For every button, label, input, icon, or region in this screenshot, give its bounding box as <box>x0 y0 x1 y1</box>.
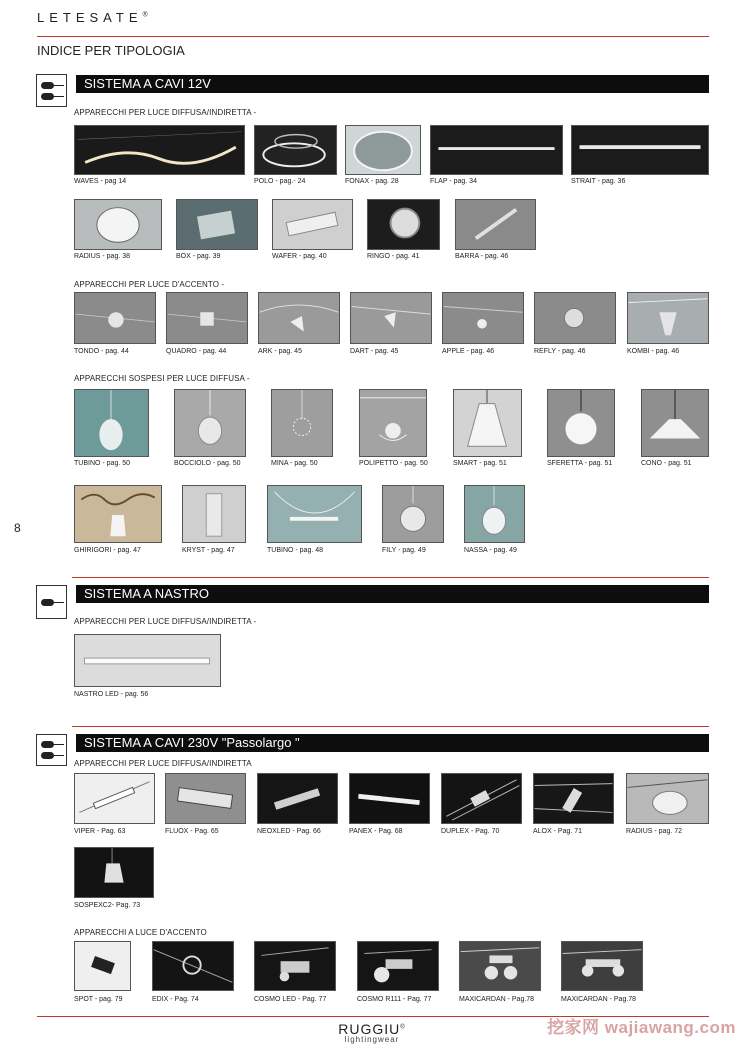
product-image-smart[interactable] <box>453 389 522 457</box>
footer-logo-name: RUGGIU <box>338 1021 401 1037</box>
section-title-nastro: SISTEMA A NASTRO <box>76 585 709 603</box>
product-label-tondo: TONDO - pag. 44 <box>74 348 129 355</box>
product-image-box[interactable] <box>176 199 258 250</box>
product-image-tubino-sospeso[interactable] <box>267 485 362 543</box>
product-label-tubino-sospeso: TUBINO - pag. 48 <box>267 547 324 554</box>
product-image-dart[interactable] <box>350 292 432 344</box>
product-label-ringo: RINGO - pag. 41 <box>367 253 420 260</box>
product-image-waves[interactable] <box>74 125 245 175</box>
product-label-barra: BARRA - pag. 46 <box>455 253 509 260</box>
product-label-fonax: FONAX - pag. 28 <box>345 178 399 185</box>
product-image-wafer[interactable] <box>272 199 353 250</box>
product-image-ghirigori[interactable] <box>74 485 162 543</box>
product-label-duplex: DUPLEX - Pag. 70 <box>441 828 500 835</box>
product-image-barra[interactable] <box>455 199 536 250</box>
product-image-edix[interactable] <box>152 941 234 991</box>
product-image-cosmo-led[interactable] <box>254 941 336 991</box>
product-label-cosmo-r111: COSMO R111 - Pag. 77 <box>357 996 432 1003</box>
product-image-neoxled[interactable] <box>257 773 338 824</box>
product-image-ark[interactable] <box>258 292 340 344</box>
product-label-nastro-led: NASTRO LED - pag. 56 <box>74 691 149 698</box>
product-image-duplex[interactable] <box>441 773 522 824</box>
product-image-radius-230v[interactable] <box>626 773 709 824</box>
product-label-flap: FLAP - pag. 34 <box>430 178 477 185</box>
subheading-nastro-diffusa: APPARECCHI PER LUCE DIFFUSA/INDIRETTA - <box>74 617 257 626</box>
product-image-cono[interactable] <box>641 389 709 457</box>
product-label-dart: DART - pag. 45 <box>350 348 399 355</box>
product-image-alox[interactable] <box>533 773 614 824</box>
brand-logo: LETESATE® <box>37 10 148 25</box>
product-image-panex[interactable] <box>349 773 430 824</box>
section-title-cavi-230v: SISTEMA A CAVI 230V "Passolargo " <box>76 734 709 752</box>
product-image-tubino[interactable] <box>74 389 149 457</box>
product-label-bocciolo: BOCCIOLO - pag. 50 <box>174 460 241 467</box>
product-image-fluox[interactable] <box>165 773 246 824</box>
product-label-refly: REFLY - pag. 46 <box>534 348 586 355</box>
product-label-neoxled: NEOXLED - Pag. 66 <box>257 828 321 835</box>
section-divider-230v <box>72 726 709 727</box>
product-label-tubino: TUBINO - pag. 50 <box>74 460 131 467</box>
product-image-mina[interactable] <box>271 389 333 457</box>
product-label-panex: PANEX - Pag. 68 <box>349 828 403 835</box>
subheading-sospesi: APPARECCHI SOSPESI PER LUCE DIFFUSA - <box>74 374 250 383</box>
header-divider <box>37 36 709 37</box>
product-image-viper[interactable] <box>74 773 155 824</box>
product-label-radius: RADIUS - pag. 38 <box>74 253 131 260</box>
product-label-radius-230v: RADIUS - pag. 72 <box>626 828 683 835</box>
product-label-maxicardan-2: MAXICARDAN - Pag.78 <box>561 996 637 1003</box>
product-label-cono: CONO - pag. 51 <box>641 460 692 467</box>
subheading-230v-diffusa: APPARECCHI PER LUCE DIFFUSA/INDIRETTA <box>74 759 252 768</box>
dual-plug-icon-230v <box>36 734 67 766</box>
product-image-ringo[interactable] <box>367 199 440 250</box>
subheading-accento: APPARECCHI PER LUCE D'ACCENTO - <box>74 280 225 289</box>
product-image-maxicardan-2[interactable] <box>561 941 643 991</box>
product-image-sferetta[interactable] <box>547 389 615 457</box>
product-label-viper: VIPER - Pag. 63 <box>74 828 126 835</box>
single-plug-icon <box>36 585 67 619</box>
product-image-maxicardan-1[interactable] <box>459 941 541 991</box>
footer-logo: RUGGIU® lightingwear <box>0 1021 744 1044</box>
product-image-fily[interactable] <box>382 485 444 543</box>
product-image-cosmo-r111[interactable] <box>357 941 439 991</box>
subheading-230v-accento: APPARECCHI A LUCE D'ACCENTO <box>74 928 207 937</box>
product-label-maxicardan-1: MAXICARDAN - Pag.78 <box>459 996 535 1003</box>
section-title-cavi-12v: SISTEMA A CAVI 12V <box>76 75 709 93</box>
subheading-diffusa-indiretta: APPARECCHI PER LUCE DIFFUSA/INDIRETTA - <box>74 108 257 117</box>
section-divider-nastro <box>72 577 709 578</box>
product-image-flap[interactable] <box>430 125 563 175</box>
product-label-fily: FILY - pag. 49 <box>382 547 426 554</box>
product-image-spot[interactable] <box>74 941 131 991</box>
product-image-apple[interactable] <box>442 292 524 344</box>
product-label-edix: EDIX - Pag. 74 <box>152 996 199 1003</box>
product-image-polo[interactable] <box>254 125 337 175</box>
product-label-polo: POLO - pag.- 24 <box>254 178 306 185</box>
product-label-strait: STRAIT - pag. 36 <box>571 178 626 185</box>
product-image-quadro[interactable] <box>166 292 248 344</box>
product-image-radius[interactable] <box>74 199 162 250</box>
product-image-tondo[interactable] <box>74 292 156 344</box>
product-label-sospexc2: SOSPEXC2- Pag. 73 <box>74 902 141 909</box>
product-image-strait[interactable] <box>571 125 709 175</box>
product-image-kryst[interactable] <box>182 485 246 543</box>
product-image-fonax[interactable] <box>345 125 421 175</box>
product-image-nastro-led[interactable] <box>74 634 221 687</box>
product-label-fluox: FLUOX - Pag. 65 <box>165 828 219 835</box>
product-label-mina: MINA - pag. 50 <box>271 460 318 467</box>
product-image-bocciolo[interactable] <box>174 389 246 457</box>
footer-tagline: lightingwear <box>344 1035 400 1044</box>
watermark: 挖家网 wajiawang.com <box>547 1018 736 1037</box>
product-label-alox: ALOX - Pag. 71 <box>533 828 583 835</box>
page-title: INDICE PER TIPOLOGIA <box>37 43 185 58</box>
product-label-nassa: NASSA - pag. 49 <box>464 547 517 554</box>
product-image-nassa[interactable] <box>464 485 525 543</box>
product-image-sospexc2[interactable] <box>74 847 154 898</box>
product-label-smart: SMART - pag. 51 <box>453 460 507 467</box>
product-label-sferetta: SFERETTA - pag. 51 <box>547 460 613 467</box>
product-label-quadro: QUADRO - pag. 44 <box>166 348 227 355</box>
product-label-kombi: KOMBI - pag. 46 <box>627 348 680 355</box>
product-image-polipetto[interactable] <box>359 389 427 457</box>
product-label-spot: SPOT - pag. 79 <box>74 996 123 1003</box>
product-label-wafer: WAFER - pag. 40 <box>272 253 327 260</box>
product-label-apple: APPLE - pag. 46 <box>442 348 495 355</box>
product-label-ark: ARK - pag. 45 <box>258 348 302 355</box>
page-number: 8 <box>14 521 21 535</box>
product-label-kryst: KRYST - pag. 47 <box>182 547 235 554</box>
product-image-refly[interactable] <box>534 292 616 344</box>
product-label-ghirigori: GHIRIGORI - pag. 47 <box>74 547 141 554</box>
dual-plug-icon <box>36 74 67 107</box>
product-label-polipetto: POLIPETTO - pag. 50 <box>359 460 428 467</box>
product-label-waves: WAVES - pag 14 <box>74 178 127 185</box>
product-label-cosmo-led: COSMO LED - Pag. 77 <box>254 996 327 1003</box>
product-image-kombi[interactable] <box>627 292 709 344</box>
product-label-box: BOX - pag. 39 <box>176 253 221 260</box>
